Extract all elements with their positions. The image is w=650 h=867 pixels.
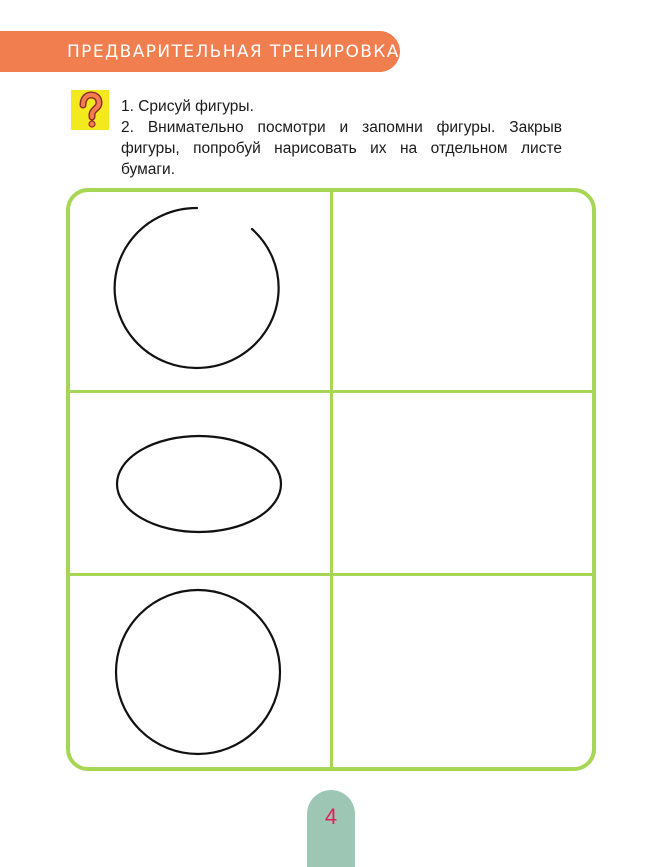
sample-cell-circle (70, 576, 330, 769)
instruction-1: 1. Срисуй фигуры. (121, 98, 254, 115)
section-banner (0, 31, 400, 72)
drawing-cell[interactable] (333, 576, 594, 769)
page-number-tab (307, 790, 355, 867)
sample-cell-open-circle (70, 192, 330, 390)
question-mark-icon (71, 90, 109, 130)
sample-cell-ellipse (70, 393, 330, 573)
section-title: ПРЕДВАРИТЕЛЬНАЯ ТРЕНИРОВКА (67, 42, 400, 62)
task-instructions (121, 96, 562, 180)
drawing-cell[interactable] (333, 192, 594, 390)
instruction-2: 2. Внимательно посмотри и запомни фигуры. Закрыв фигуры, попробуй нарисовать их на отдельном листе бумаги. (121, 119, 562, 178)
drawing-cell[interactable] (333, 393, 594, 573)
page-number: 4 (324, 804, 338, 829)
